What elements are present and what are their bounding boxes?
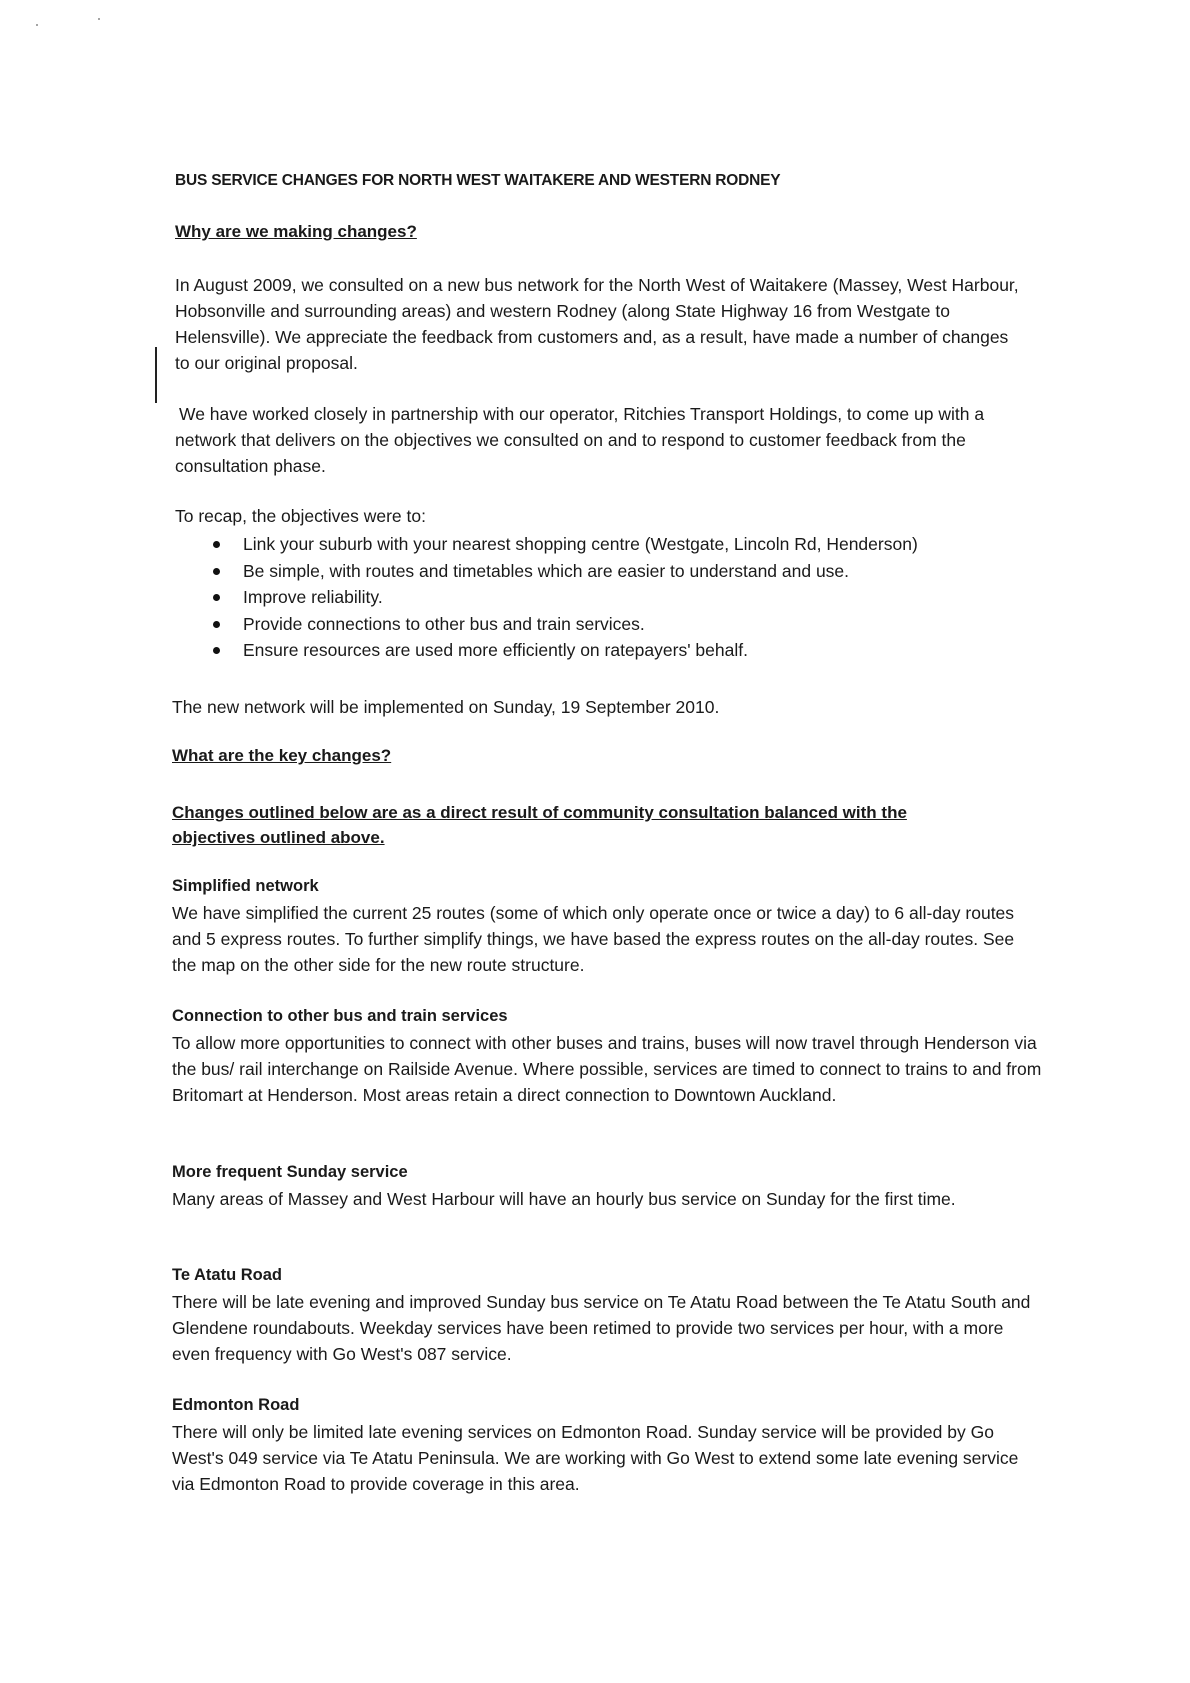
objective-item: Link your suburb with your nearest shopping centre (Westgate, Lincoln Rd, Henderson) — [175, 531, 1055, 558]
section-body-edmonton-road: There will only be limited late evening services on Edmonton Road. Sunday service will be provided by Go West's 049 service via Te Atatu Peninsula. We are working with Go West to extend some late evening service via Edmonton Road to provide coverage in this area. — [172, 1422, 1019, 1494]
section-title-connections: Connection to other bus and train services — [172, 1007, 508, 1025]
section-title-sunday-service: More frequent Sunday service — [172, 1163, 408, 1181]
implementation-note: The new network will be implemented on Sunday, 19 September 2010. — [172, 697, 720, 717]
revision-bar — [155, 347, 157, 403]
section-body-connections: To allow more opportunities to connect with other buses and trains, buses will now travel through Henderson via the bus/ rail interchange on Railside Avenue. Where possible, services are timed to connect to trains to and from Britomart at Henderson. Most areas retain a direct connection to Downtown Auckland. — [172, 1033, 1042, 1105]
partnership-paragraph: We have worked closely in partnership with our operator, Ritchies Transport Holdings, to come up with a network that delivers on the objectives we consulted on and to respond to customer feedback from the consultation phase. — [175, 404, 985, 476]
recap-intro: To recap, the objectives were to: — [175, 506, 426, 526]
section-title-te-atatu-road: Te Atatu Road — [172, 1266, 282, 1284]
objective-item: Improve reliability. — [175, 584, 1055, 611]
objective-item: Be simple, with routes and timetables which are easier to understand and use. — [175, 558, 1055, 585]
why-heading: Why are we making changes? — [175, 222, 417, 241]
key-changes-heading: What are the key changes? — [172, 746, 392, 765]
section-title-simplified-network: Simplified network — [172, 877, 319, 895]
objective-item: Ensure resources are used more efficiently on ratepayers' behalf. — [175, 637, 1055, 664]
section-body-simplified-network: We have simplified the current 25 routes (some of which only operate once or twice a day) to 6 all-day routes and 5 express routes. To further simplify things, we have based the express routes on the all-day routes. See the map on the other side for the new route structure. — [172, 903, 1015, 975]
section-title-edmonton-road: Edmonton Road — [172, 1396, 300, 1414]
intro-paragraph: In August 2009, we consulted on a new bus network for the North West of Waitakere (Massey, West Harbour, Hobsonville and surrounding areas) and western Rodney (along State Highway 16 from Westgate to Helensville). We appreciate the feedback from customers and, as a result, have made a number of changes to our original proposal. — [175, 275, 1019, 373]
document-title: BUS SERVICE CHANGES FOR NORTH WEST WAITAKERE AND WESTERN RODNEY — [175, 172, 781, 189]
scan-speck — [98, 18, 100, 20]
section-body-te-atatu-road: There will be late evening and improved Sunday bus service on Te Atatu Road between the Te Atatu South and Glendene roundabouts. Weekday services have been retimed to provide two services per hour, with a more even frequency with Go West's 087 service. — [172, 1292, 1031, 1364]
section-body-sunday-service: Many areas of Massey and West Harbour will have an hourly bus service on Sunday for the first time. — [172, 1189, 956, 1209]
scan-speck — [36, 24, 38, 26]
objectives-list — [175, 531, 1055, 664]
objective-item: Provide connections to other bus and train services. — [175, 611, 1055, 638]
consultation-note: Changes outlined below are as a direct result of community consultation balanced with the objectives outlined above. — [172, 803, 907, 847]
